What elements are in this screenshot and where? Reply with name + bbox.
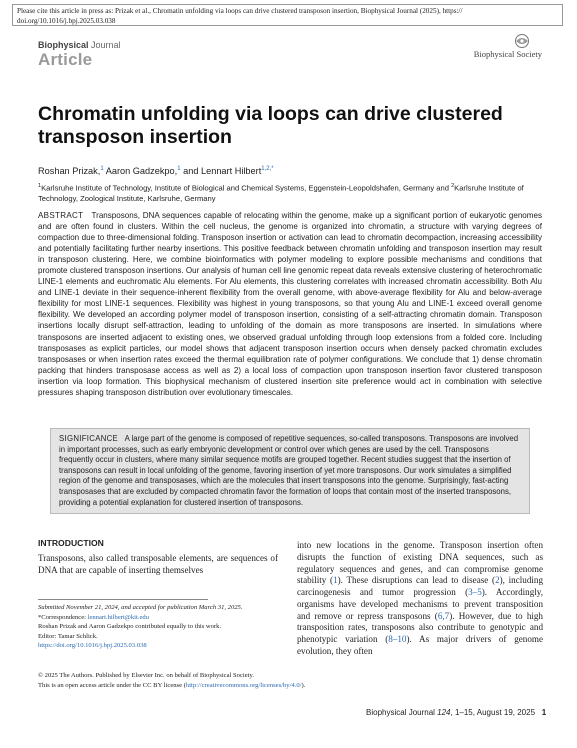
reference-link[interactable]: 6,7 bbox=[437, 610, 450, 621]
affiliation-2-text: Karlsruhe Institute of Technology, Zoological Institute, Karlsruhe, Germany bbox=[38, 183, 524, 203]
correspondence-email-link[interactable]: lennart.hilbert@kit.edu bbox=[87, 613, 149, 621]
intro-text-3: ), including carcinogenesis and tumor progression ( bbox=[297, 575, 544, 597]
reference-link[interactable]: 2 bbox=[495, 575, 500, 586]
author-1-affiliation: 1 bbox=[100, 166, 104, 172]
affiliation-2-marker: 2 bbox=[451, 183, 455, 189]
copyright-line: © 2025 The Authors. Published by Elsevier Inc. on behalf of Biophysical Society. bbox=[38, 672, 254, 679]
affiliation-1-text: Karlsruhe Institute of Technology, Institute of Biological and Chemical Systems, Eggenstein-Leopoldshafen, Germany and bbox=[41, 183, 452, 193]
intro-text-6: ). As major drivers of genome evolution, they often bbox=[297, 634, 543, 656]
citation-notice bbox=[12, 4, 563, 26]
author-2-affiliation: 1 bbox=[177, 166, 181, 172]
footer-details: , 1–15, August 19, 2025 bbox=[450, 708, 536, 717]
citation-line-1: Please cite this article in press as: Prizak et al., Chromatin unfolding via loops can drive clustered transposon insertion, Biophysical Journal (2025), https:// bbox=[17, 7, 463, 15]
intro-text-4: ). Accordingly, organisms have developed mechanisms to prevent transposition and remove or repress transposons ( bbox=[297, 587, 544, 621]
society-logo-icon bbox=[452, 33, 542, 49]
journal-name-light: Journal bbox=[88, 40, 121, 50]
page-footer bbox=[366, 708, 546, 717]
reference-link[interactable]: 3–5 bbox=[468, 587, 482, 597]
correspondence-note bbox=[38, 613, 278, 623]
correspondence-label: *Correspondence: bbox=[38, 613, 88, 621]
introduction-heading: INTRODUCTION bbox=[38, 538, 104, 548]
article-type-label: Article bbox=[38, 50, 93, 69]
abstract-text: Transposons, DNA sequences capable of relocating within the genome, make up a significant portion of eukaryotic genomes and are often found in clusters. Within the cell nucleus, the genome is organized into chromatin, a structure with varying degrees of compaction due to three-dimensional folding. Transposon insertion or activation can lead to chromatin decompaction, increasing accessibility and potentially facilitating further nearby insertions. This positive feedback between chromatin unfolding and transposon insertion may result in transposon clustering. Here, we combine bioinformatics with polymer modeling to explore possible mechanisms and conditions that promote clustered transposon insertions. Our analysis of human cell line genomic repeat data reveals extensive clustering of heterochromatic LINE-1 elements and euchromatic Alu elements. For Alu elements, this clustering correlates with increased chromatin accessibility. Both Alu and LINE-1 deviate in their sequence-inherent flexibility from the overall genome, with above-average flexibility for Alu and below-average flexibility for most LINE-1 sequences. Flexibility was highest in young transposons, so that young Alu and LINE-1 exceed overall genome flexibility. We developed an according polymer model of transposon insertion, consisting of a self-attracting chromatin domain. Transposon insertions locally disrupt self-attraction, leading to unfolding of the domain as more transposons are inserted. In simulations where transposons are inserted adjacent to existing ones, we observed gradual unfolding through loop extensions from a folded core. Including transposases as explicit particles, our model shows that adjacent transposon insertion occurs when densely packed chromatin excludes transposases or when insertion rates exceed the thermal equilibration rate of polymer configurations. We conclude that 1) dense chromatin packing that hinders transposase access as well as 2) a local loss of compaction upon transposon insertion favor clustered transposon insertion via loop formation. This biophysical mechanism of clustered insertion site preference would act in combination with selective pressures shaping transposon distribution over evolutionary timescales. bbox=[38, 211, 542, 397]
editor-note: Editor: Tamar Schlick. bbox=[38, 632, 98, 640]
author-3-affiliation: 1,2,* bbox=[261, 166, 274, 172]
journal-name-bold: Biophysical bbox=[38, 40, 89, 50]
intro-right-column bbox=[297, 540, 543, 658]
footer-journal-name: Biophysical Journal bbox=[366, 708, 438, 717]
submission-note: Submitted November 21, 2024, and accepted for publication March 31, 2025. bbox=[38, 604, 243, 611]
footer-volume: 124 bbox=[437, 708, 451, 717]
page-number: 1 bbox=[541, 708, 547, 717]
author-list bbox=[38, 166, 274, 176]
significance-text: A large part of the genome is composed of repetitive sequences, so-called transposons. Transposons are involved in important processes, such as early embryonic development or control over which genes are used by the cell. Transposons frequently occur in clusters, where many similar sequence motifs are grouped together. Recent studies suggest that the insertion of transposons can result in local unfolding of the genome, favoring insertion of yet more transposons. Our work simulates a simplified region of the genome and transposases, which are the molecules that insert transposons into the genome. Surprisingly, fast-acting transposases that are excluded by compacted chromatin favor the formation of loops that contain most of the inserted transposons, providing a potential explanation for clustered insertion of transposons. bbox=[59, 434, 519, 507]
significance-label: SIGNIFICANCE bbox=[59, 434, 119, 443]
society-name: Biophysical Society bbox=[473, 49, 542, 59]
footnote-divider bbox=[38, 599, 208, 600]
society-logo bbox=[452, 33, 542, 61]
reference-link[interactable]: 8–10 bbox=[388, 634, 407, 644]
affiliation-1-marker: 1 bbox=[38, 183, 42, 189]
license-suffix: ). bbox=[301, 681, 306, 689]
article-title: Chromatin unfolding via loops can drive clustered transposon insertion bbox=[38, 103, 503, 148]
reference-link[interactable]: 1 bbox=[333, 575, 338, 586]
affiliations bbox=[38, 181, 543, 204]
intro-text-5: ). However, due to high transposition rates, transposons also contribute to genotypic and phenotypic variation ( bbox=[297, 610, 543, 644]
license-prefix: This is an open access article under the CC BY license ( bbox=[38, 681, 186, 689]
intro-text-2: ). These disruptions can lead to disease ( bbox=[337, 575, 496, 586]
author-3[interactable]: and Lennart Hilbert bbox=[180, 166, 262, 177]
citation-line-2: doi.org/10.1016/j.bpj.2025.03.038 bbox=[17, 17, 116, 25]
author-1[interactable]: Roshan Prizak, bbox=[38, 166, 101, 177]
equal-contribution-note: Roshan Prizak and Aaron Gadzekpo contributed equally to this work. bbox=[38, 623, 222, 631]
license-url-link[interactable]: http://creativecommons.org/licenses/by/4.0/ bbox=[185, 681, 302, 689]
significance-box bbox=[50, 428, 530, 514]
abstract-label: ABSTRACT bbox=[38, 211, 84, 220]
journal-name bbox=[38, 40, 121, 50]
doi-link[interactable]: https://doi.org/10.1016/j.bpj.2025.03.038 bbox=[38, 642, 147, 650]
footnotes bbox=[38, 603, 278, 651]
license-line bbox=[38, 681, 548, 691]
intro-left-column: Transposons, also called transposable elements, are sequences of DNA that are capable of inserting themselves bbox=[38, 553, 278, 575]
author-2[interactable]: Aaron Gadzekpo, bbox=[103, 166, 178, 177]
abstract bbox=[38, 210, 542, 398]
intro-text-1: into new locations in the genome. Transposon insertion often disrupts the function of existing DNA sequences, such as regulatory sequences and genes, and can compromise genome stability ( bbox=[297, 540, 543, 586]
license-notice bbox=[38, 671, 548, 690]
